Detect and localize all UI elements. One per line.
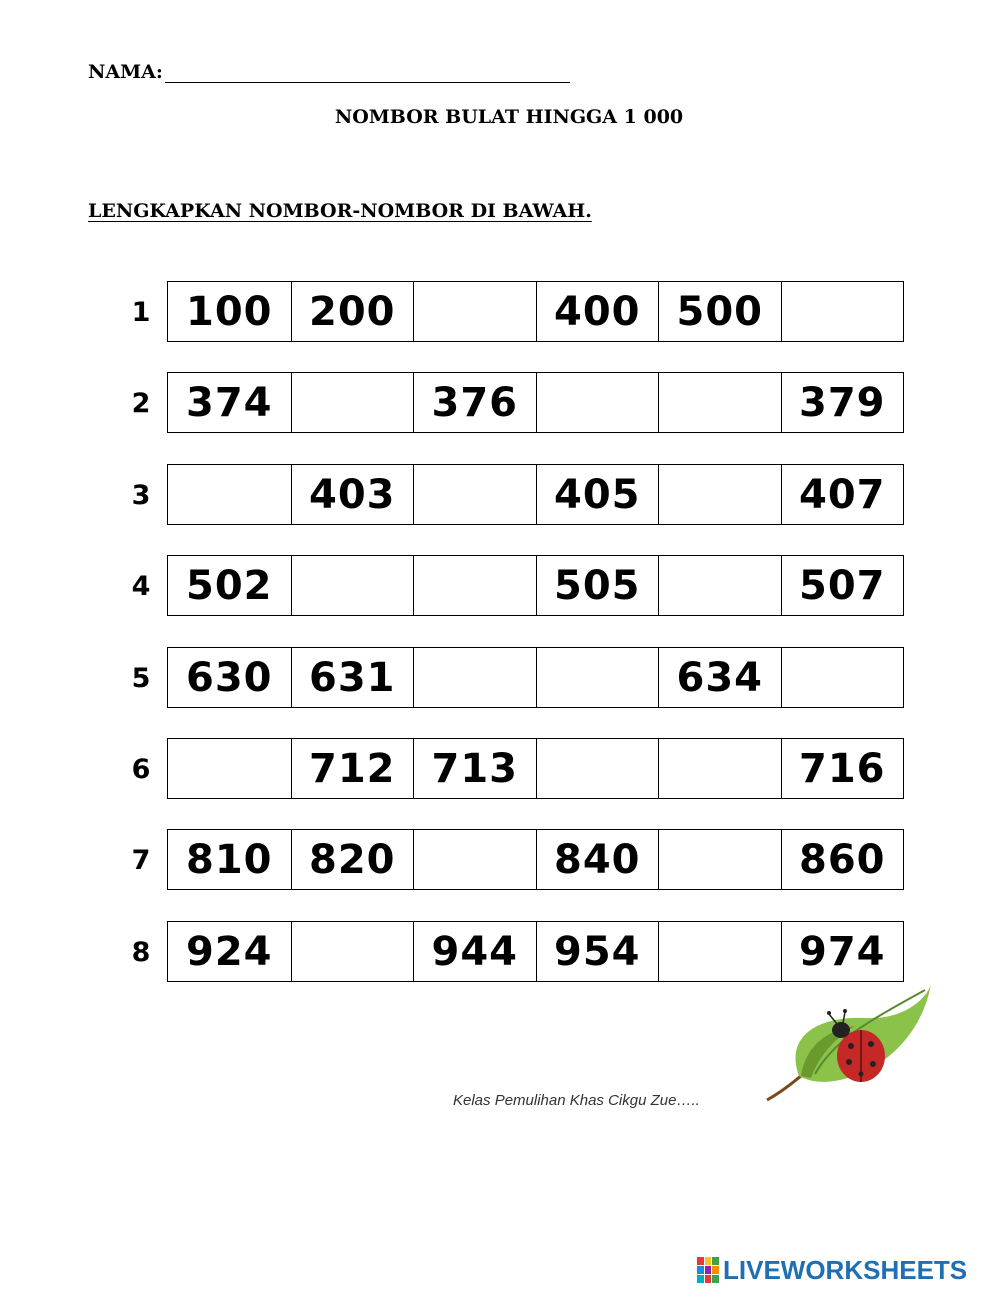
row-number: 5 [131, 662, 151, 694]
answer-cell[interactable] [658, 373, 781, 432]
name-line [88, 60, 570, 83]
number-row [167, 464, 904, 525]
number-cell: 630 [186, 654, 273, 701]
number-cell: 502 [186, 562, 273, 609]
answer-cell[interactable] [781, 648, 904, 707]
number-cell: 405 [536, 465, 659, 524]
number-cell: 403 [291, 465, 414, 524]
answer-cell[interactable] [291, 922, 414, 981]
number-cell: 100 [186, 288, 273, 335]
number-cell: 505 [536, 556, 659, 615]
answer-cell[interactable] [413, 830, 536, 889]
answer-cell[interactable] [168, 465, 291, 524]
number-cell: 810 [186, 836, 273, 883]
answer-cell[interactable] [291, 556, 414, 615]
number-cell: 716 [781, 739, 904, 798]
row-number: 1 [131, 296, 151, 328]
liveworksheets-logo-icon [697, 1257, 719, 1283]
credit-text: Kelas Pemulihan Khas Cikgu Zue….. [453, 1092, 700, 1109]
answer-cell[interactable] [658, 922, 781, 981]
number-cell: 713 [413, 739, 536, 798]
number-row [167, 921, 904, 982]
number-row [167, 829, 904, 890]
row-number: 7 [131, 844, 151, 876]
answer-cell[interactable] [536, 373, 659, 432]
number-cell: 924 [186, 928, 273, 975]
number-row [167, 647, 904, 708]
number-cell: 954 [536, 922, 659, 981]
number-cell: 376 [413, 373, 536, 432]
number-row [167, 281, 904, 342]
number-cell: 634 [658, 648, 781, 707]
ladybug-on-leaf-icon [755, 978, 935, 1110]
answer-cell[interactable] [168, 739, 291, 798]
answer-cell[interactable] [536, 739, 659, 798]
instruction-text: LENGKAPKAN NOMBOR-NOMBOR DI BAWAH. [88, 200, 592, 222]
row-number: 8 [131, 936, 151, 968]
name-label: NAMA: [88, 61, 163, 83]
number-cell: 407 [781, 465, 904, 524]
number-cell: 379 [781, 373, 904, 432]
brand-footer[interactable] [697, 1255, 967, 1285]
number-cell: 840 [536, 830, 659, 889]
answer-cell[interactable] [658, 739, 781, 798]
answer-cell[interactable] [413, 556, 536, 615]
worksheet-title: NOMBOR BULAT HINGGA 1 000 [334, 106, 684, 128]
number-cell: 712 [291, 739, 414, 798]
answer-cell[interactable] [781, 282, 904, 341]
answer-cell[interactable] [536, 648, 659, 707]
answer-cell[interactable] [413, 648, 536, 707]
number-cell: 820 [291, 830, 414, 889]
number-cell: 631 [291, 648, 414, 707]
row-number: 6 [131, 753, 151, 785]
row-number: 4 [131, 570, 151, 602]
answer-cell[interactable] [413, 282, 536, 341]
number-cell: 944 [413, 922, 536, 981]
number-cell: 860 [781, 830, 904, 889]
answer-cell[interactable] [658, 465, 781, 524]
number-cell: 200 [291, 282, 414, 341]
number-cell: 507 [781, 556, 904, 615]
answer-cell[interactable] [291, 373, 414, 432]
brand-name: LIVEWORKSHEETS [723, 1254, 968, 1285]
number-cell: 374 [186, 379, 273, 426]
answer-cell[interactable] [658, 556, 781, 615]
row-number: 3 [131, 479, 151, 511]
number-cell: 974 [781, 922, 904, 981]
answer-cell[interactable] [658, 830, 781, 889]
number-cell: 400 [536, 282, 659, 341]
number-row [167, 555, 904, 616]
answer-cell[interactable] [413, 465, 536, 524]
number-row [167, 372, 904, 433]
name-input-line[interactable] [165, 60, 570, 83]
number-cell: 500 [658, 282, 781, 341]
row-number: 2 [131, 387, 151, 419]
number-row [167, 738, 904, 799]
